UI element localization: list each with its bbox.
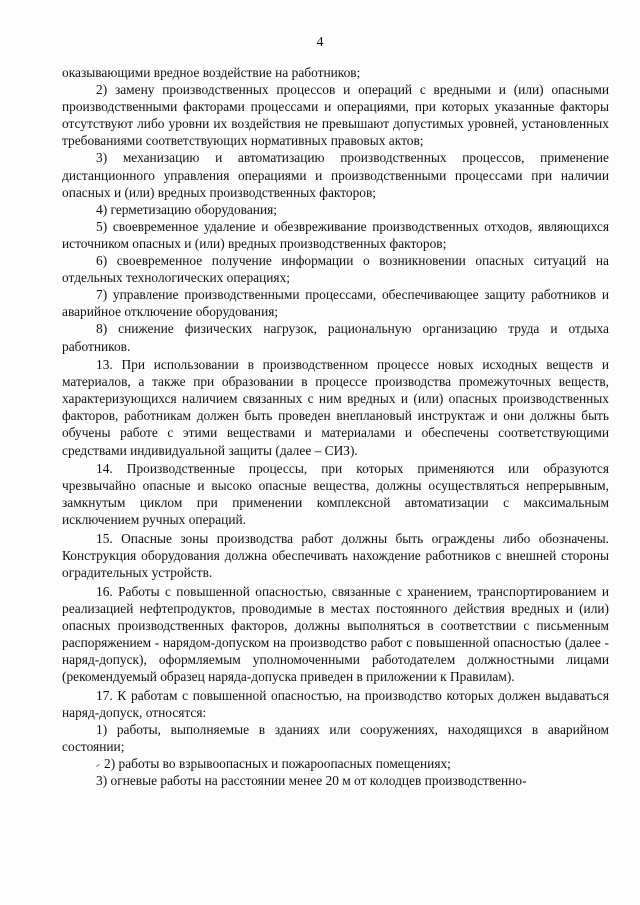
- paragraph-item-4: 4) герметизацию оборудования;: [96, 201, 277, 217]
- paragraph-section-17: 17. К работам с повышенной опасностью, на производство которых должен выдаваться наряд-допуск, относятся:: [62, 687, 609, 720]
- paragraph-section-15: 15. Опасные зоны производства работ должны быть ограждены либо обозначены. Конструкция оборудования должна обеспечивать нахождение работников с внешней стороны оградительных устройств.: [62, 531, 609, 581]
- paragraph-section-14: 14. Производственные процессы, при которых применяются или образуются чрезвычайно опасные и высоко опасные вещества, должны осуществляться непрерывным, замкнутым циклом при применении комплексной автоматизации с максимальным исключением ручных операций.: [62, 461, 609, 528]
- paragraph-section-13: 13. При использовании в производственном процессе новых исходных веществ и материалов, а также при образовании в процессе производства промежуточных веществ, характеризующихся наличием связанных с ним вредных и (или) опасных производственных факторов, работникам должен быть проведен внеплановый инструктаж и они должны быть обучены работе с этими веществами и материалами и обеспечены соответствующими средствами индивидуальной защиты (далее – СИЗ).: [62, 357, 609, 458]
- paragraph-section-16: 16. Работы с повышенной опасностью, связанные с хранением, транспортированием и реализацией нефтепродуктов, проводимые в местах постоянного действия вредных и (или) опасных производственных факторов, должны выполняться в соответствии с письменным распоряжением - нарядом-допуском на производство работ с повышенной опасностью (далее - наряд-допуск), оформляемым уполномоченными работодателем должностными лицами (рекомендуемый образец наряда-допуска приведен в приложении к Правилам).: [62, 583, 609, 685]
- paragraph-item-3: 3) механизацию и автоматизацию производственных процессов, применение дистанционного управления операциями и производственными процессами при наличии опасных и (или) вредных производственных факторов;: [62, 150, 609, 200]
- paragraph-work-item-1: 1) работы, выполняемые в зданиях или сооружениях, находящихся в аварийном состоянии;: [62, 722, 609, 755]
- paragraph-item-5: 5) своевременное удаление и обезвреживание производственных отходов, являющихся источником опасных и (или) вредных производственных факторов;: [62, 218, 609, 251]
- paragraph-work-item-2: [62, 755, 609, 772]
- page-number: 4: [316, 35, 324, 50]
- paragraph-work-item-2-text: 2) работы во взрывоопасных и пожароопасных помещениях;: [104, 756, 451, 772]
- paragraph-work-item-3: 3) огневые работы на расстоянии менее 20 м от колодцев производственно-: [96, 773, 527, 789]
- paragraph-item-6: 6) своевременное получение информации о возникновении опасных ситуаций на отдельных технологических операциях;: [62, 253, 609, 286]
- paragraph-item-2: 2) замену производственных процессов и операций с вредными и (или) опасными производственными факторами процессами и операциями, при которых указанные факторы отсутствуют либо уровни их воздействия не превышают допустимых уровней, установленных требованиями соответствующих нормативных правовых актов;: [62, 82, 609, 149]
- margin-mark: [96, 764, 100, 767]
- paragraph-item-8: 8) снижение физических нагрузок, рациональную организацию труда и отдыха работников.: [62, 321, 609, 354]
- document-body: [62, 64, 609, 789]
- paragraph-item-7: 7) управление производственными процессами, обеспечивающее защиту работников и аварийное отключение оборудования;: [62, 287, 609, 320]
- paragraph-continuation: оказывающими вредное воздействие на работников;: [62, 65, 361, 80]
